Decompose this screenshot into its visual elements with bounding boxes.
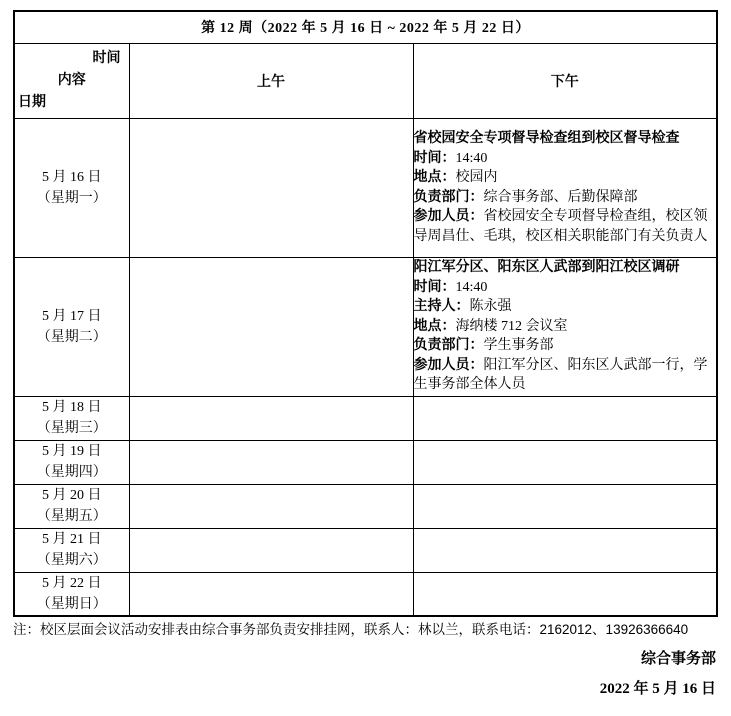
schedule-table	[13, 10, 718, 617]
corner-time-label: 时间	[92, 50, 121, 66]
date-cell-monday	[14, 118, 129, 257]
date-label: 5 月 20 日	[42, 488, 102, 503]
corner-header-cell	[14, 43, 129, 118]
afternoon-cell-sunday	[413, 572, 717, 616]
morning-cell-saturday	[129, 528, 413, 572]
footer-note: 注：校区层面会议活动安排表由综合事务部负责安排挂网，联系人：林以兰，联系电话：2162012、13926366640	[13, 622, 689, 637]
date-cell-sunday	[14, 572, 129, 616]
event-title: 省校园安全专项督导检查组到校区督导检查	[413, 131, 680, 146]
event-field-time: 时间：14:40	[413, 150, 488, 166]
date-cell-wednesday	[14, 396, 129, 440]
afternoon-column-header: 下午	[413, 43, 717, 118]
weekday-label: （星期六）	[36, 553, 107, 568]
weekday-label: （星期一）	[36, 190, 107, 206]
morning-column-header: 上午	[129, 43, 413, 118]
date-label: 5 月 21 日	[42, 532, 102, 547]
date-cell-thursday	[14, 440, 129, 484]
event-field-time: 时间：14:40	[413, 279, 488, 295]
footer-date: 2022 年 5 月 16 日	[599, 681, 716, 697]
header-row	[14, 43, 717, 118]
morning-cell-friday	[129, 484, 413, 528]
weekday-label: （星期二）	[36, 329, 107, 345]
corner-content-label: 内容	[57, 72, 86, 88]
morning-cell-wednesday	[129, 396, 413, 440]
date-cell-tuesday	[14, 257, 129, 396]
event-field-location: 地点：海纳楼 712 会议室	[413, 318, 568, 334]
weekday-label: （星期四）	[36, 465, 107, 480]
date-label: 5 月 19 日	[42, 444, 102, 459]
date-label: 5 月 22 日	[42, 575, 102, 591]
date-label: 5 月 16 日	[42, 169, 102, 185]
weekday-label: （星期五）	[36, 509, 107, 524]
morning-cell-monday	[129, 118, 413, 257]
morning-cell-thursday	[129, 440, 413, 484]
date-label: 5 月 17 日	[42, 308, 102, 324]
table-row-sunday	[14, 572, 717, 616]
afternoon-cell-wednesday	[413, 396, 717, 440]
date-cell-saturday	[14, 528, 129, 572]
event-field-participants: 参加人员：省校园安全专项督导检查组，校区领导周昌仕、毛琪，校区相关职能部门有关负责人	[413, 209, 708, 244]
morning-cell-tuesday	[129, 257, 413, 396]
table-title: 第 12 周（2022 年 5 月 16 日 ~ 2022 年 5 月 22 日）	[14, 11, 717, 43]
afternoon-cell-monday	[413, 118, 717, 257]
afternoon-cell-thursday	[413, 440, 717, 484]
date-label: 5 月 18 日	[42, 400, 102, 415]
footer-signature: 综合事务部	[640, 651, 716, 667]
title-row	[14, 11, 717, 43]
event-field-department: 负责部门：综合事务部、后勤保障部	[413, 189, 638, 205]
table-row-wednesday	[14, 396, 717, 440]
table-row-thursday	[14, 440, 717, 484]
corner-date-label: 日期	[18, 94, 46, 110]
event-title: 阳江军分区、阳东区人武部到阳江校区调研	[413, 260, 680, 276]
morning-cell-sunday	[129, 572, 413, 616]
table-row-friday	[14, 484, 717, 528]
afternoon-cell-friday	[413, 484, 717, 528]
weekday-label: （星期三）	[36, 421, 107, 436]
event-field-location: 地点：校园内	[413, 170, 498, 185]
weekday-label: （星期日）	[36, 596, 107, 612]
event-field-participants: 参加人员：阳江军分区、阳东区人武部一行，学生事务部全体人员	[413, 357, 708, 393]
event-field-department: 负责部门：学生事务部	[413, 338, 554, 354]
date-cell-friday	[14, 484, 129, 528]
table-row-tuesday	[14, 257, 717, 396]
event-field-host: 主持人：陈永强	[413, 299, 512, 315]
afternoon-cell-saturday	[413, 528, 717, 572]
table-row-monday	[14, 118, 717, 257]
afternoon-cell-tuesday	[413, 257, 717, 396]
table-row-saturday	[14, 528, 717, 572]
